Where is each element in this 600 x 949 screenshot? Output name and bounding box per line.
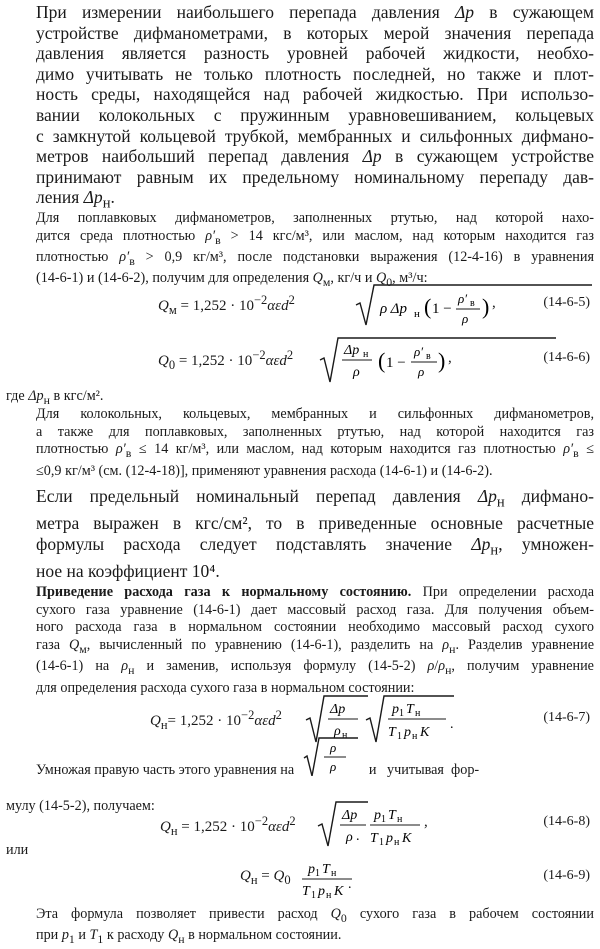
svg-text:в: в (426, 351, 431, 362)
svg-text:1: 1 (311, 890, 316, 900)
svg-text:н: н (412, 731, 418, 742)
paragraph-9: Эта формула позволяет привести расход $Q_0$ сухого газа в рабочем состоянии при $p_1$ и $T_1$ к расходу $Q_н$ в нормальном состоянии. (36, 906, 594, 947)
paragraph-5: Если предельный номинальный перепад давления $\Delta p_н$ дифмано- метра выражен в кгс/см², то в приведенные основные расчетные формулы расхода следует подставлять значение $\Delta p_н$, умножен- ное на коэффициент 10⁴. (36, 486, 594, 581)
paragraph-6: Приведение расхода газа к нормальному состоянию. При определении расхода сухого газа уравнение (14-6-1) дает массовый расход газа. Для получения объем- ного расхода газа в нормальном состоянии необходимо массовый расход сухого газа $Q_м$, вычисленный по уравнению (14-6-1), разделить на $\rho_н$. Разделив уравнение (14-6-1) на $\rho_н$ и заменив, используя формулу (14-5-2) $\rho/\rho_н$, получим уравнение для определения расхода сухого газа в нормальном состоянии: (36, 584, 594, 696)
svg-text:T: T (302, 884, 310, 899)
svg-text:1: 1 (381, 814, 386, 825)
sqrt-sign (318, 336, 558, 384)
svg-text:ρ: ρ (334, 724, 341, 739)
svg-text:ρ′: ρ′ (414, 344, 424, 359)
svg-text:p: p (318, 884, 325, 899)
svg-text:ρ: ρ (329, 759, 336, 774)
svg-text:ρ: ρ (346, 830, 353, 845)
svg-text:1: 1 (315, 868, 320, 879)
svg-text:T: T (370, 831, 378, 846)
svg-text:1 −: 1 − (432, 301, 452, 317)
svg-text:н: н (415, 708, 421, 719)
svg-text:K: K (402, 831, 412, 846)
svg-text:T: T (388, 808, 396, 823)
svg-text:н: н (414, 308, 420, 320)
paragraph-7-start: Умножая правую часть этого уравнения на (36, 762, 295, 778)
svg-text:K: K (420, 725, 430, 740)
svg-text:): ) (482, 294, 490, 319)
equation-14-6-9: $Q_н = Q_0$ p 1 T н T 1 p н K . (14-6-9) (0, 856, 600, 900)
paragraph-3: где $\Delta p_н$ в кгс/м². (6, 388, 104, 407)
svg-text:ρ Δp: ρ Δp (380, 301, 407, 317)
svg-text:н: н (326, 890, 332, 900)
svg-text:ρ′: ρ′ (458, 291, 468, 306)
svg-text:.: . (356, 829, 360, 844)
equation-14-6-6: $Q_0 = 1,252 \cdot 10^{-2}\alpha\varepsilon d^2$ Δp н ρ ( 1 − ρ′ в ρ ) , (14-6-6) (0, 336, 600, 384)
fraction (300, 856, 370, 900)
svg-text:(: ( (378, 348, 386, 373)
svg-text:ρ: ρ (353, 365, 360, 380)
svg-text:н: н (394, 837, 400, 848)
svg-text:ρ: ρ (329, 740, 336, 755)
svg-text:K: K (334, 884, 344, 899)
svg-text:T: T (322, 862, 330, 877)
paragraph-7: Умножая правую часть этого уравнения на ρ ρ и учитывая фор- мулу (14-5-2), получаем: (6, 740, 480, 814)
svg-text:): ) (438, 348, 446, 373)
equation-number: (14-6-6) (543, 350, 590, 365)
equation-number: (14-6-9) (543, 868, 590, 883)
svg-text:p: p (308, 862, 315, 877)
svg-text:ρ: ρ (418, 364, 425, 379)
equation-number: (14-6-5) (543, 295, 590, 310)
svg-text:.: . (348, 877, 352, 892)
svg-text:в: в (470, 298, 475, 309)
svg-text:p: p (392, 702, 399, 717)
svg-text:1 −: 1 − (386, 355, 406, 371)
svg-text:1: 1 (397, 731, 402, 742)
equation-number: (14-6-8) (543, 814, 590, 829)
svg-text:T: T (388, 725, 396, 740)
paragraph-4: Для колокольных, кольцевых, мембранных и сильфонных дифманометров, а также для поплавковых, заполненных ртутью, над которой находится газ плотностью $\rho'_в \le 14$ кг/м³, или маслом, над которым находится газ плотностью $\rho'_в$ ≤ ≤0,9 кг/м³ (см. (12-4-18)], применяют уравнения расхода (14-6-1) и (14-6-2). (36, 406, 594, 479)
svg-text:Δp: Δp (342, 808, 358, 823)
svg-text:(: ( (424, 294, 432, 319)
svg-text:p: p (386, 831, 393, 846)
svg-text:.: . (450, 717, 454, 732)
svg-text:T: T (406, 702, 414, 717)
svg-text:н: н (397, 814, 403, 825)
paragraph-1: При измерении наибольшего перепада давления Δp в сужающем устройстве дифманометрами, в которых мерой значения перепада давления является разность уровней рабочей жидкости, необхо- димо учитывать не только плотность последней, но также и плот- ность среды, находящейся над рабочей жидкостью. При использо- вании колокольных с пружинным уравновешиванием, кольцевых с замкнутой кольцевой трубкой, мембранных и сильфонных дифмано- метров наибольший перепад давления Δp в сужающем устройстве принимают равным их предельному номинальному перепаду дав- ления $\Delta p_н$. (36, 2, 594, 212)
svg-text:Δp: Δp (330, 702, 346, 717)
svg-text:1: 1 (399, 708, 404, 719)
sqrt-rho-fraction (298, 740, 362, 788)
svg-text:н: н (363, 349, 369, 360)
svg-text:Δp: Δp (344, 343, 360, 358)
paragraph-2: Для поплавковых дифманометров, заполненных ртутью, над которой нахо- дится среда плотностью $\rho'_в > 14$ кгс/м³, или маслом, над которым находится газ плотностью $\rho'_в > 0,9$ кг/м³, после подстановки выражения (12-4-16) в уравнения (14-6-1) и (14-6-2), получим для определения $Q_м$, кг/ч и $Q_0$, м³/ч: (36, 210, 594, 290)
svg-text:p: p (374, 808, 381, 823)
equation-14-6-5: $Q_м = 1,252 \cdot 10^{-2}\alpha\varepsilon d^2$ ρ Δp н ( 1 − ρ′ в ρ ) , (14-6-5) (0, 283, 600, 329)
svg-text:н: н (331, 868, 337, 879)
svg-text:ρ: ρ (462, 311, 469, 326)
svg-text:1: 1 (379, 837, 384, 848)
equation-number: (14-6-7) (543, 710, 590, 725)
svg-text:н: н (342, 730, 348, 741)
sqrt-sign (316, 800, 426, 848)
equation-14-6-8: $Q_н = 1,252 \cdot 10^{-2}\alpha\varepsilon d^2$ Δp ρ . p 1 T н T 1 p н K , (14-6-8) (0, 800, 600, 850)
paragraph-8: или (6, 842, 29, 858)
equation-14-6-7: $Q_н= 1,252 \cdot 10^{-2}\alpha\varepsilon d^2$ Δp ρ н p 1 T н T 1 p н K . (14-6-7) (0, 694, 600, 744)
svg-text:p: p (404, 725, 411, 740)
